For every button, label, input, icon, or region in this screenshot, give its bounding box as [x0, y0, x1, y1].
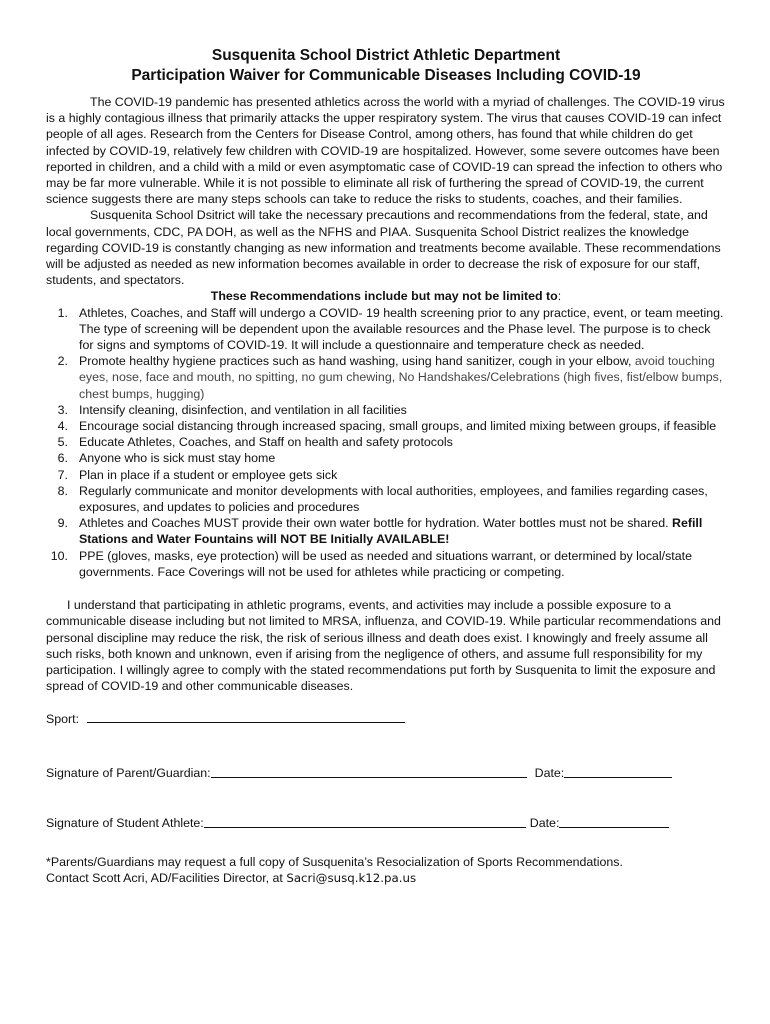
- student-signature-line[interactable]: [204, 815, 526, 828]
- recommendation-number: 2.: [57, 354, 68, 369]
- recommendation-number: 10.: [50, 548, 68, 563]
- parent-signature-label: Signature of Parent/Guardian:: [46, 765, 211, 780]
- student-signature-label: Signature of Student Athlete:: [46, 815, 204, 830]
- recommendation-item: [46, 402, 726, 418]
- intro-paragraph-2: Susquenita School Dsitrict will take the necessary precautions and recommendations from the federal, state, and local governments, CDC, PA DOH, as well as the NFHS and PIAA. Susquenita School District realizes the knowledge regarding COVID-19 is constantly changing as new information and treatments become available. These recommendations will be adjusted as needed as new information becomes available in order to decrease the risk of exposure for our staff, students, and spectators.: [46, 208, 721, 288]
- recommendation-item: [46, 353, 726, 402]
- contact-email-link[interactable]: Sacri@susq.k12.pa.us: [286, 871, 417, 886]
- recommendation-text: Intensify cleaning, disinfection, and ventilation in all facilities: [79, 402, 407, 417]
- intro-paragraph-1: The COVID-19 pandemic has presented athletics across the world with a myriad of challenges. The COVID-19 virus is a highly contagious illness that primarily attacks the upper respiratory system. The virus that causes COVID-19 can infect people of all ages. Research from the Centers for Disease Control, among others, has found that while children do get infected by COVID-19, relatively few children with COVID-19 are hospitalized. However, some severe outcomes have been reported in children, and a child with a mild or even asymptomatic case of COVID-19 can spread the infection to others who may be far more vulnerable. While it is not possible to eliminate all risk of furthering the spread of COVID-19, the current science suggests there are many steps schools can take to reduce the risks to students, coaches, and their families.: [46, 95, 725, 207]
- recommendation-item: [46, 418, 726, 434]
- recommendation-number: 8.: [57, 483, 68, 498]
- recommendation-text: Promote healthy hygiene practices such as hand washing, using hand sanitizer, cough in your elbow,: [79, 354, 632, 369]
- student-signature-row: [46, 815, 726, 831]
- recommendation-emphasis: Refill Stations and Water Fountains will NOT BE Initially AVAILABLE!: [79, 516, 703, 547]
- recommendation-text: Educate Athletes, Coaches, and Staff on health and safety protocols: [79, 435, 453, 450]
- footer-line-1: *Parents/Guardians may request a full copy of Susquenita’s Resocialization of Sports Recommendations.: [46, 854, 623, 869]
- student-date-label: Date:: [529, 815, 560, 830]
- footer-line-2: [46, 870, 726, 886]
- sport-field: [46, 710, 726, 727]
- acknowledgement-paragraph: I understand that participating in athletic programs, events, and activities may include a possible exposure to a communicable disease including but not limited to MRSA, influenza, and COVID-19. While particular recommendations and personal discipline may reduce the risk, the risk of serious illness and death does exist. I knowingly and freely assume all such risks, both known and unknown, even if arising from the negligence of others, and assume full responsibility for my participation. I willingly agree to comply with the stated recommendations put forth by Susquenita to limit the exposure and spread of COVID-19 and other communicable diseases.: [46, 598, 721, 694]
- recommendation-text: Encourage social distancing through increased spacing, small groups, and limited mixing between groups, if feasible: [79, 419, 717, 434]
- recommendations-heading: [46, 288, 726, 304]
- recommendation-number: 7.: [57, 467, 68, 482]
- footer-contact-text: Contact Scott Acri, AD/Facilities Director, at: [46, 871, 287, 886]
- recommendation-text: Athletes, Coaches, and Staff will undergo a COVID- 19 health screening prior to any practice, event, or team meeting. The type of screening will be dependent upon the available resources and the Phase level. The purpose is to check for signs and symptoms of COVID-19. It will include a questionnaire and temperature check as needed.: [79, 305, 724, 353]
- recommendation-text: Athletes and Coaches MUST provide their own water bottle for hydration. Water bottles must not be shared.: [79, 516, 669, 531]
- recommendation-item: [46, 467, 726, 483]
- recommendation-item: [46, 450, 726, 466]
- parent-signature-row: [46, 765, 726, 781]
- recommendation-number: 4.: [57, 419, 68, 434]
- recommendation-subtext: avoid touching eyes, nose, face and mouth, no spitting, no gum chewing, No Handshakes/Celebrations (high fives, fist/elbow bumps, chest bumps, hugging): [79, 354, 723, 401]
- sport-label: Sport:: [46, 712, 80, 727]
- recommendations-heading-colon: :: [557, 289, 562, 304]
- recommendation-number: 5.: [57, 435, 68, 450]
- recommendations-heading-text: These Recommendations include but may not be limited to: [210, 289, 558, 304]
- document-body: [46, 94, 726, 886]
- sport-input-line[interactable]: [87, 710, 405, 723]
- waiver-document: [46, 46, 726, 886]
- parent-signature-line[interactable]: [211, 765, 527, 778]
- recommendation-number: 1.: [57, 305, 68, 320]
- recommendation-text: PPE (gloves, masks, eye protection) will be used as needed and situations warrant, or determined by local/state governments. Face Coverings will not be used for athletes while practicing or competing.: [79, 548, 692, 579]
- recommendation-item: [46, 305, 726, 354]
- recommendation-item: [46, 483, 726, 515]
- recommendation-text: Regularly communicate and monitor developments with local authorities, employees, and families regarding cases, exposures, and updates to policies and procedures: [79, 483, 708, 515]
- recommendation-text: Anyone who is sick must stay home: [79, 451, 276, 466]
- recommendation-number: 9.: [57, 516, 68, 531]
- parent-date-label: Date:: [534, 765, 565, 780]
- student-date-line[interactable]: [559, 815, 669, 828]
- recommendation-text: Plan in place if a student or employee gets sick: [79, 467, 338, 482]
- document-title-line2: Participation Waiver for Communicable Diseases Including COVID-19: [131, 67, 641, 84]
- recommendation-item: [46, 434, 726, 450]
- parent-date-line[interactable]: [564, 765, 672, 778]
- recommendation-number: 6.: [57, 451, 68, 466]
- recommendation-item: [46, 548, 726, 580]
- recommendation-number: 3.: [57, 402, 68, 417]
- recommendation-item: [46, 515, 726, 547]
- document-title-line1: Susquenita School District Athletic Department: [211, 47, 561, 64]
- recommendations-list: [46, 305, 726, 580]
- footer-note: [46, 854, 726, 886]
